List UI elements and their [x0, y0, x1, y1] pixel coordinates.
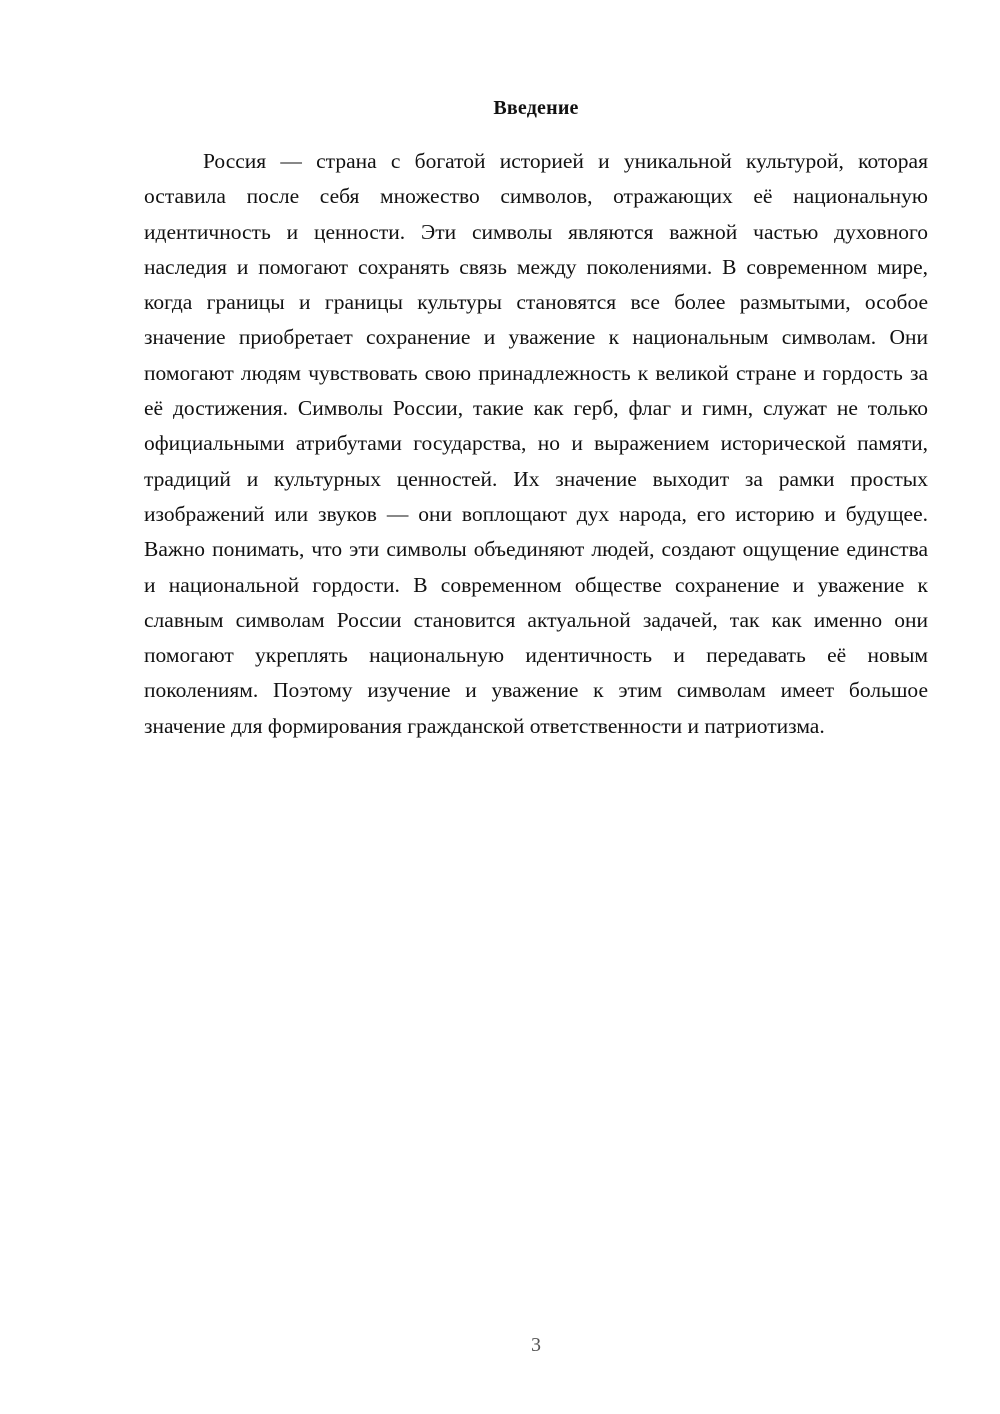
page-number: 3 [531, 1334, 541, 1356]
body-paragraph: Россия — страна с богатой историей и уникальной культурой, которая оставила после себя множество символов, отражающих её национальную идентичность и ценности. Эти символы являются важной частью духовного наследия и помогают сохранять связь между поколениями. В современном мире, когда границы и границы культуры становятся все более размытыми, особое значение приобретает сохранение и уважение к национальным символам. Они помогают людям чувствовать свою принадлежность к великой стране и гордость за её достижения. Символы России, такие как герб, флаг и гимн, служат не только официальными атрибутами государства, но и выражением исторической памяти, традиций и культурных ценностей. Их значение выходит за рамки простых изображений или звуков — они воплощают дух народа, его историю и будущее. Важно понимать, что эти символы объединяют людей, создают ощущение единства и национальной гордости. В современном обществе сохранение и уважение к славным символам России становится актуальной задачей, так как именно они помогают укреплять национальную идентичность и передавать её новым поколениям. Поэтому изучение и уважение к этим символам имеет большое значение для формирования гражданской ответственности и патриотизма. [144, 149, 928, 738]
section-heading: Введение [493, 97, 579, 119]
